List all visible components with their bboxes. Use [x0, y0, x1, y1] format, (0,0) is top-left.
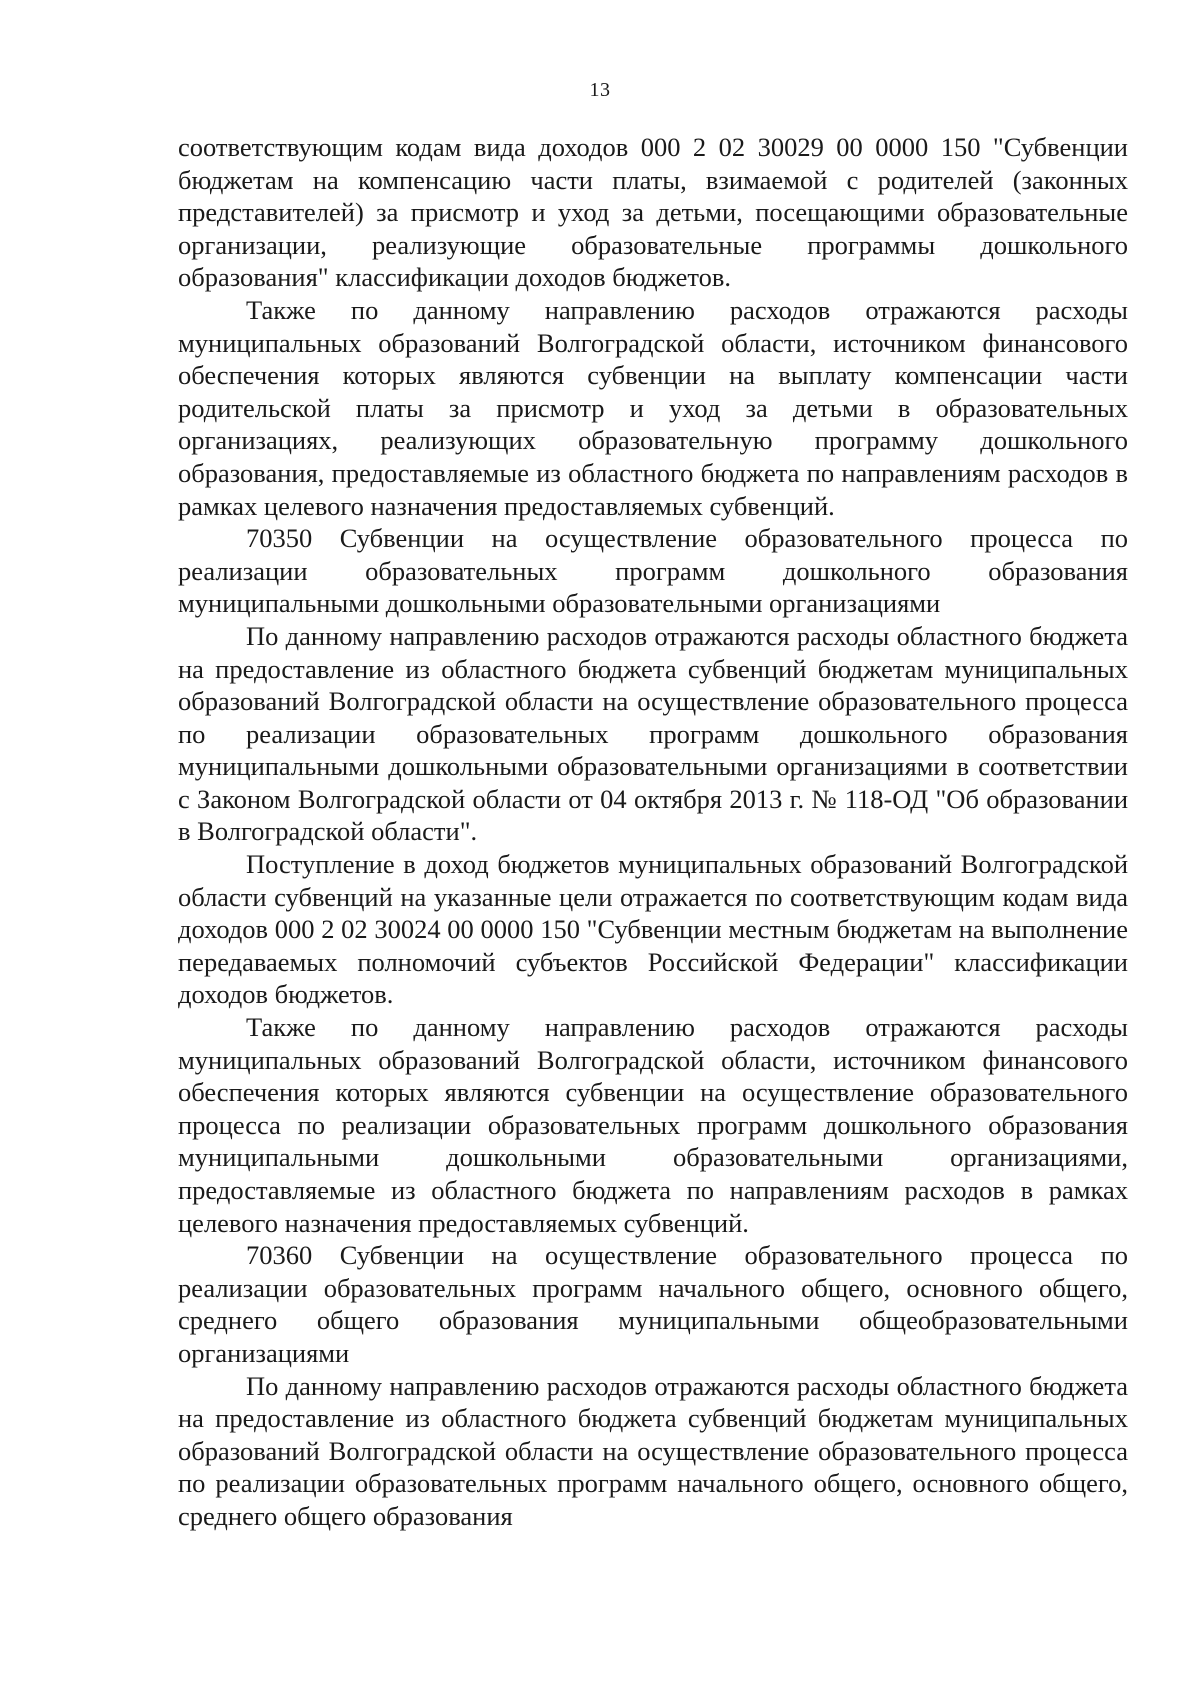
paragraph-municipal-expenses-compensation: Также по данному направлению расходов отражаются расходы муниципальных образований Волгоградской области, источником финансового обеспечения которых являются субвенции на выплату компенсации части родительской платы за присмотр и уход за детьми в образовательных организациях, реализующих образовательную программу дошкольного образования, предоставляемые из областного бюджета по направлениям расходов в рамках целевого назначения предоставляемых субвенций. [178, 294, 1128, 521]
paragraph-income-receipt-70350: Поступление в доход бюджетов муниципальных образований Волгоградской области субвенций на указанные цели отражается по соответствующим кодам вида доходов 000 2 02 30024 00 0000 150 "Субвенции местным бюджетам на выполнение передаваемых полномочий субъектов Российской Федерации" классификации доходов бюджетов. [178, 849, 1128, 1010]
paragraph-municipal-expenses-70350: Также по данному направлению расходов отражаются расходы муниципальных образований Волгоградской области, источником финансового обеспечения которых являются субвенции на осуществление образовательного процесса по реализации образовательных программ дошкольного образования муниципальными дошкольными образовательными организациями, предоставляемые из областного бюджета по направлениям расходов в рамках целевого назначения предоставляемых субвенций. [178, 1012, 1128, 1238]
paragraph-regional-expenses-70360: По данному направлению расходов отражаются расходы областного бюджета на предоставление из областного бюджета субвенций бюджетам муниципальных образований Волгоградской области на осуществление образовательного процесса по реализации образовательных программ начального общего, основного общего, среднего общего образования [178, 1370, 1128, 1531]
section-heading-70360: 70360 Субвенции на осуществление образовательного процесса по реализации образовательных программ начального общего, основного общего, среднего общего образования муниципальными общеобразовательными организациями [178, 1240, 1128, 1368]
page-number: 13 [589, 79, 611, 101]
paragraph-regional-expenses-70350: По данному направлению расходов отражаются расходы областного бюджета на предоставление из областного бюджета субвенций бюджетам муниципальных образований Волгоградской области на осуществление образовательного процесса по реализации образовательных программ дошкольного образования муниципальными дошкольными образовательными организациями в соответствии с Законом Волгоградской области от 04 октября 2013 г. № 118-ОД "Об образовании в Волгоградской области". [178, 620, 1128, 847]
document-body [178, 131, 1128, 1533]
paragraph-continuation-income-codes: соответствующим кодам вида доходов 000 2 02 30029 00 0000 150 "Субвенции бюджетам на компенсацию части платы, взимаемой с родителей (законных представителей) за присмотр и уход за детьми, посещающими образовательные организации, реализующие образовательные программы дошкольного образования" классификации доходов бюджетов. [178, 132, 1128, 293]
section-heading-70350: 70350 Субвенции на осуществление образовательного процесса по реализации образовательных программ дошкольного образования муниципальными дошкольными образовательными организациями [178, 523, 1128, 619]
